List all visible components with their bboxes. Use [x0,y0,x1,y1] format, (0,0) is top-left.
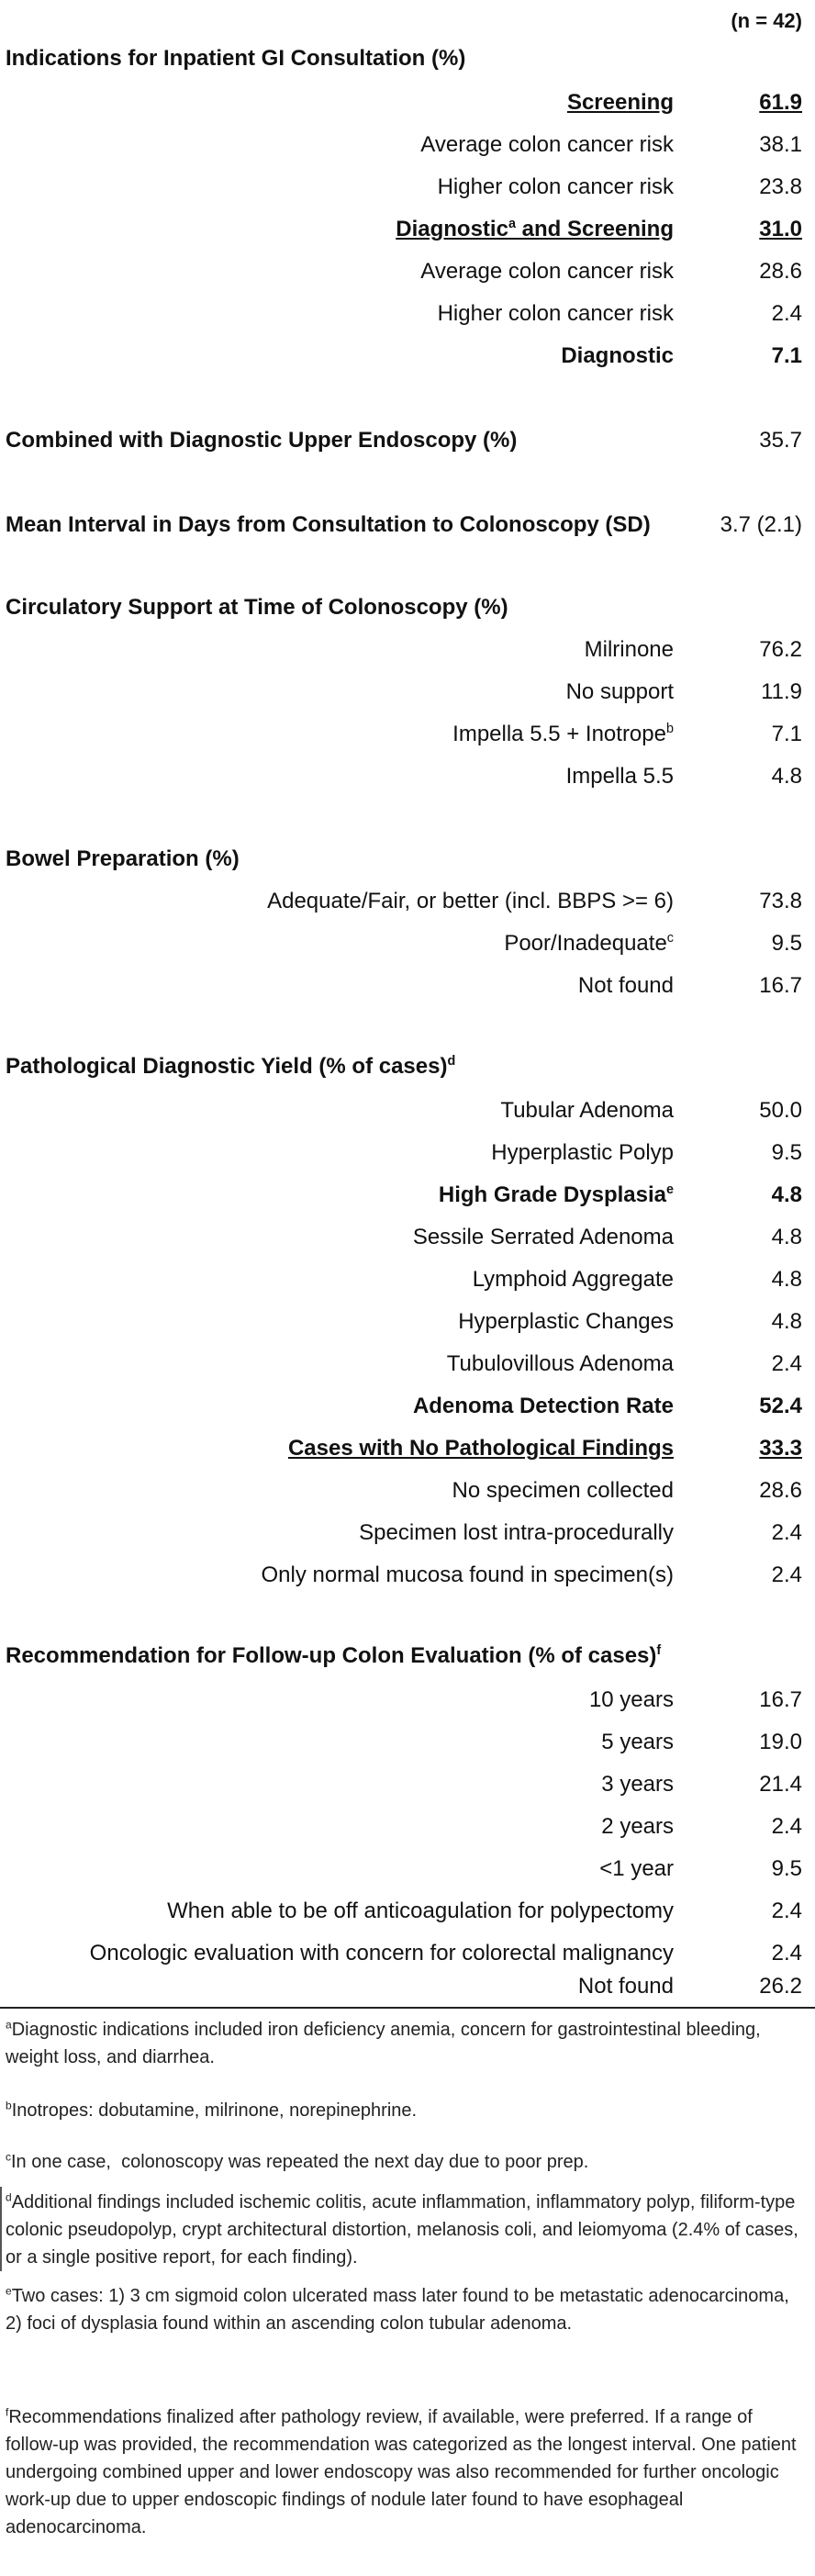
table-row [0,217,815,259]
row-label: 10 years [588,1687,674,1712]
row-label: <1 year [599,1856,674,1881]
bowel-title: Bowel Preparation (%) [6,846,240,871]
table-row [0,679,815,722]
footnote-mark: f [656,1643,662,1658]
table-row [0,1098,815,1140]
footnote-a [6,2016,806,2071]
row-value: 2.4 [771,1814,802,1839]
table-row [0,1351,815,1394]
row-value: 31.0 [759,217,802,241]
row-value: 16.7 [759,973,802,998]
footnote-mark: a [508,217,516,231]
footnote-mark: e [6,2284,12,2298]
row-value: 9.5 [771,931,802,956]
footnote-text: Two cases: 1) 3 cm sigmoid colon ulcerated mass later found to be metastatic adenocarcinoma, 2) foci of dysplasia found within an ascending colon tubular adenoma. [6,2286,789,2334]
pathology-title: Pathological Diagnostic Yield (% of cases) [6,1054,448,1079]
row-label: Only normal mucosa found in specimen(s) [261,1562,674,1587]
table-row [0,343,815,386]
row-label: When able to be off anticoagulation for polypectomy [167,1898,674,1923]
row-value: 4.8 [771,1267,802,1292]
combined-row [0,428,815,470]
row-value: 73.8 [759,889,802,913]
followup-title: Recommendation for Follow-up Colon Evaluation (% of cases) [6,1643,657,1668]
row-value: 11.9 [761,679,802,704]
row-label: Screening [566,90,674,115]
row-value: 9.5 [771,1140,802,1165]
table-row [0,1856,815,1898]
row-value: 4.8 [771,1182,802,1207]
pathology-header [0,1054,815,1096]
table-row [0,1730,815,1772]
footnote-mark: d [447,1054,456,1069]
table-row [0,637,815,679]
footnote-mark: e [665,1182,674,1197]
row-label: No support [565,679,674,704]
row-label: 3 years [601,1772,674,1797]
row-value: 33.3 [759,1436,802,1461]
row-label-post: and Screening [515,217,674,241]
footnote-d-marker [0,2187,2,2271]
footnote-text: Inotropes: dobutamine, milrinone, norepinephrine. [11,2100,418,2121]
footnote-mark: b [6,2099,12,2112]
row-value: 61.9 [759,90,802,115]
footnote-mark: a [6,2018,12,2032]
row-label-text: Poor/Inadequate [504,931,667,956]
table-row [0,764,815,806]
mean-interval-label: Mean Interval in Days from Consultation to Colonoscopy (SD) [6,512,651,537]
row-label: Sessile Serrated Adenoma [412,1225,674,1249]
row-label: Average colon cancer risk [420,259,674,284]
row-label: Specimen lost intra-procedurally [359,1520,674,1545]
table-row [0,1140,815,1182]
row-label: 2 years [601,1814,674,1839]
table-row [0,301,815,343]
row-value: 28.6 [759,259,802,284]
sample-size-label: (n = 42) [731,9,802,32]
row-value: 26.2 [759,1974,802,1999]
row-label: No specimen collected [452,1478,674,1503]
footnote-f [6,2403,806,2541]
footnote-b [6,2097,806,2124]
row-value: 2.4 [771,1520,802,1545]
row-label [439,1182,674,1208]
footnote-d [6,2189,806,2271]
table-row [0,722,815,764]
row-label: Lymphoid Aggregate [472,1267,674,1292]
row-label: Cases with No Pathological Findings [287,1436,674,1461]
row-label: Hyperplastic Polyp [491,1140,674,1165]
row-label: Milrinone [584,637,674,662]
table-row [0,1772,815,1814]
table-row [0,1225,815,1267]
row-label: Not found [577,973,674,998]
table-row [0,132,815,174]
followup-title-wrap [6,1643,661,1669]
table-row [0,1478,815,1520]
mean-interval-value: 3.7 (2.1) [720,512,802,537]
combined-label: Combined with Diagnostic Upper Endoscopy (%) [6,428,518,453]
footnote-mark: d [6,2190,12,2204]
row-label: Adequate/Fair, or better (incl. BBPS >= 6) [267,889,674,913]
footnote-text: In one case, colonoscopy was repeated the next day due to poor prep. [11,2152,589,2172]
table-row [0,90,815,132]
row-value: 4.8 [771,764,802,789]
pathology-title-wrap [6,1054,455,1080]
row-label [504,931,674,957]
row-label: Oncologic evaluation with concern for colorectal malignancy [89,1941,674,1966]
row-value: 4.8 [771,1225,802,1249]
table-row [0,259,815,301]
bowel-header [0,846,815,889]
row-label-pre: Diagnostic [396,217,508,241]
table-row [0,1394,815,1436]
row-value: 19.0 [759,1730,802,1754]
followup-header [0,1643,815,1686]
row-value: 7.1 [771,722,802,746]
table-row [0,1562,815,1605]
row-value: 9.5 [771,1856,802,1881]
row-label [452,722,674,747]
footnote-text: Diagnostic indications included iron deficiency anemia, concern for gastrointestinal bleeding, weight loss, and diarrhea. [6,2020,761,2067]
table-row [0,1814,815,1856]
row-value: 2.4 [771,1562,802,1587]
footnote-mark: c [6,2150,11,2164]
table-row [0,1520,815,1562]
row-label: Adenoma Detection Rate [412,1394,674,1418]
row-value: 7.1 [771,343,802,368]
row-label [396,217,674,242]
table-row [0,1974,815,2016]
row-label: Higher colon cancer risk [437,174,674,199]
table-row [0,973,815,1015]
row-value: 21.4 [759,1772,802,1797]
mean-interval-row [0,512,815,554]
table-bottom-rule [0,2007,815,2009]
footnote-text: Recommendations finalized after pathology review, if available, were preferred. If a range of follow-up was provided, the recommendation was categorized as the longest interval. One patient undergoing combined upper and lower endoscopy was also recommended for further oncologic work-up due to upper endoscopic findings of nodule later found to have esophageal adenocarcinoma. [6,2407,797,2537]
row-label: Average colon cancer risk [420,132,674,157]
row-label: Tubulovillous Adenoma [446,1351,674,1376]
row-label: Hyperplastic Changes [458,1309,674,1334]
row-label: Diagnostic [561,343,674,368]
table-row [0,931,815,973]
table-row [0,889,815,931]
row-label: Tubular Adenoma [500,1098,674,1123]
table-row [0,1267,815,1309]
row-value: 2.4 [771,301,802,326]
row-value: 2.4 [771,1351,802,1376]
row-label: Impella 5.5 [565,764,674,789]
row-value: 4.8 [771,1309,802,1334]
circulatory-header [0,595,815,637]
row-label-text: High Grade Dysplasia [438,1182,666,1207]
table-row [0,1436,815,1478]
footnote-c [6,2148,806,2176]
row-label: Not found [577,1974,674,1999]
footnote-mark: b [665,722,674,736]
row-value: 2.4 [771,1941,802,1966]
footnote-e [6,2282,806,2337]
row-value: 28.6 [759,1478,802,1503]
row-value: 76.2 [759,637,802,662]
circulatory-title: Circulatory Support at Time of Colonoscopy (%) [6,595,508,620]
row-label: Higher colon cancer risk [437,301,674,326]
row-value: 50.0 [759,1098,802,1123]
indications-title: Indications for Inpatient GI Consultation (%) [6,46,466,71]
row-label: 5 years [601,1730,674,1754]
row-value: 38.1 [759,132,802,157]
row-value: 23.8 [759,174,802,199]
table-row [0,1898,815,1941]
table-row [0,174,815,217]
footnote-text: Additional findings included ischemic colitis, acute inflammation, inflammatory polyp, filiform-type colonic pseudopolyp, crypt architectural distortion, melanosis coli, and leiomyoma (2.4% of cases, or a single positive report, for each finding). [6,2192,798,2268]
table-row [0,1182,815,1225]
table-row [0,1309,815,1351]
combined-value: 35.7 [759,428,802,453]
footnote-mark: f [6,2405,9,2419]
row-value: 52.4 [759,1394,802,1418]
indications-header [0,46,815,88]
row-value: 2.4 [771,1898,802,1923]
row-label-text: Impella 5.5 + Inotrope [452,722,666,746]
table-row [0,1687,815,1730]
row-value: 16.7 [759,1687,802,1712]
footnote-mark: c [666,931,674,946]
